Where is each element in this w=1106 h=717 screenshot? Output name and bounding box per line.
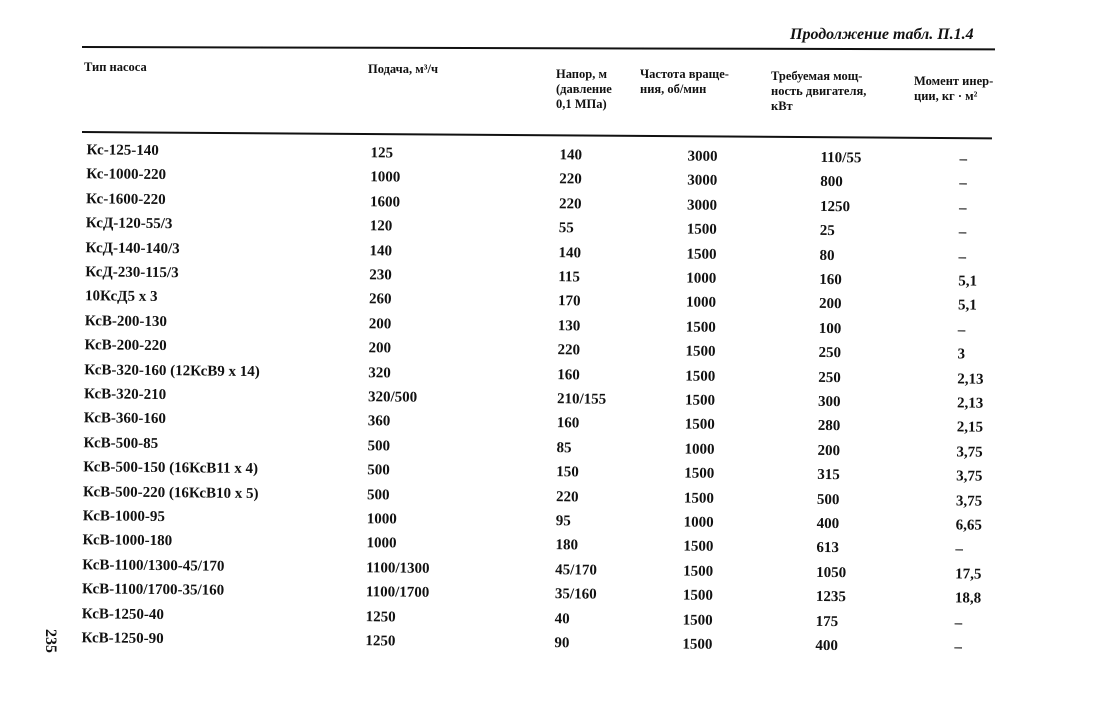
table-cell: КсВ-200-130 — [84, 313, 168, 330]
table-cell: – — [955, 541, 964, 558]
table-cell: 5,1 — [957, 297, 977, 314]
table-cell: КсВ-320-210 — [83, 386, 167, 404]
table-cell: 220 — [557, 342, 581, 359]
column-header-line: Напор, м — [556, 67, 607, 81]
column-header-line: (давление — [556, 82, 612, 96]
table-cell: КсВ-1250-90 — [81, 630, 164, 648]
table-cell: 320/500 — [367, 389, 418, 406]
table-cell: – — [958, 224, 967, 241]
table-cell: 170 — [557, 293, 581, 310]
table-cell: 160 — [819, 271, 842, 289]
table-cell: 5,1 — [958, 273, 978, 290]
table-cell: 85 — [556, 439, 572, 457]
table-cell: 200 — [368, 316, 392, 333]
table-cell: КсВ-500-150 (16КсВ11 х 4) — [83, 459, 259, 478]
table-cell: КсВ-360-160 — [83, 410, 167, 428]
table-cell: 500 — [816, 491, 840, 508]
table-cell: 1500 — [686, 221, 717, 239]
column-header-line: ции, кг · м² — [914, 89, 978, 103]
table-cell: 1600 — [369, 194, 401, 211]
table-cell: 125 — [370, 145, 394, 162]
table-cell: 300 — [817, 393, 841, 411]
table-cell: 280 — [817, 418, 841, 435]
table-cell: КсВ-1250-40 — [81, 605, 164, 623]
table-cell: 1500 — [683, 563, 714, 580]
table-cell: 1500 — [684, 392, 716, 409]
table-cell: – — [959, 175, 967, 192]
table-cell: 220 — [555, 488, 579, 506]
table-cell: 95 — [555, 513, 571, 530]
table-cell: 2,13 — [957, 370, 984, 388]
table-cell: 180 — [555, 537, 579, 554]
column-header-line: ность двигателя, — [771, 84, 867, 98]
table-cell: 90 — [554, 635, 570, 652]
table-cell: 1000 — [685, 294, 717, 312]
table-cell: – — [957, 322, 966, 339]
table-cell: 1500 — [683, 490, 715, 507]
table-cell: 1250 — [365, 633, 396, 650]
table-cell: 1500 — [686, 246, 717, 263]
table-cell: 40 — [554, 610, 570, 627]
column-header-line: Подача, м³/ч — [368, 62, 439, 76]
table-cell: 1000 — [366, 535, 397, 552]
table-cell: – — [954, 639, 963, 656]
page-number: 235 — [42, 629, 59, 653]
table-cell: 220 — [559, 171, 582, 188]
table-cell: 400 — [816, 515, 840, 533]
table-cell: 2,13 — [956, 395, 984, 412]
table-cell: КсВ-500-85 — [83, 435, 159, 452]
table-cell: 160 — [557, 366, 580, 384]
table-cell: 200 — [368, 340, 392, 357]
table-cell: 1500 — [684, 416, 715, 434]
table-cell: 17,5 — [955, 566, 982, 583]
table-cell: 1000 — [370, 169, 401, 186]
table-cell: 1050 — [816, 564, 847, 582]
table-cell: 140 — [558, 244, 582, 262]
table-cell: Кс-125-140 — [86, 142, 159, 159]
table-cell: 1100/1700 — [365, 584, 430, 602]
table-cell: 1000 — [686, 270, 717, 287]
table-cell: 175 — [815, 613, 839, 630]
table-cell: 1500 — [682, 612, 713, 629]
table-cell: – — [954, 614, 963, 632]
table-cell: 230 — [369, 267, 392, 284]
table-cell: 130 — [557, 317, 581, 335]
table-cell: КсВ-500-220 (16КсВ10 х 5) — [82, 483, 259, 502]
table-cell: 250 — [818, 345, 842, 362]
table-cell: КсВ-200-220 — [84, 337, 167, 355]
table-cell: 115 — [558, 269, 581, 286]
table-cell: 200 — [817, 442, 841, 459]
column-header-line: ния, об/мин — [640, 82, 707, 96]
table-cell: 160 — [556, 415, 580, 432]
table-cell: 1235 — [815, 589, 847, 606]
table-cell: 260 — [368, 291, 392, 308]
table-cell: 1500 — [685, 319, 716, 336]
table-cell: КсВ-1000-95 — [82, 508, 165, 526]
table-cell: 1250 — [365, 608, 396, 626]
table-cell: 18,8 — [954, 590, 982, 607]
table-cell: 800 — [820, 174, 843, 191]
table-cell: 100 — [818, 320, 842, 337]
table-cell: 3,75 — [956, 468, 983, 485]
table-cell: Кс-1600-220 — [85, 191, 166, 208]
table-cell: КсВ-1100/1300-45/170 — [82, 557, 225, 575]
table-cell: 110/55 — [820, 149, 862, 167]
table-cell: – — [958, 248, 967, 266]
table-cell: 3000 — [687, 148, 718, 165]
table-cell: 500 — [367, 437, 391, 455]
table-cell: 220 — [558, 195, 582, 213]
table-cell: 1100/1300 — [366, 559, 430, 577]
table-cell: КсВ-1100/1700-35/160 — [81, 581, 225, 599]
column-header-line: кВт — [771, 99, 793, 113]
table-cell: 1500 — [685, 343, 716, 361]
table-cell: 120 — [369, 218, 393, 235]
table-cell: 1000 — [683, 514, 714, 531]
table-cell: – — [958, 200, 967, 217]
table-cell: 320 — [368, 364, 391, 382]
table-cell: КсД-120-55/3 — [85, 215, 173, 233]
table-cell: 1500 — [682, 587, 714, 605]
table-cell: – — [959, 151, 968, 168]
table-cell: Кс-1000-220 — [86, 166, 167, 184]
table-cell: 3,75 — [955, 492, 983, 510]
table-cell: 3000 — [686, 197, 718, 214]
table-cell: КсД-230-115/3 — [85, 264, 179, 282]
table-cell: 400 — [815, 637, 839, 655]
table-cell: 360 — [367, 413, 391, 430]
table-cell: 3 — [957, 346, 966, 363]
table-cell: 250 — [818, 369, 841, 386]
table-cell: 500 — [366, 486, 390, 504]
table-cell: КсД-140-140/3 — [85, 239, 180, 257]
table-cell: 1500 — [683, 538, 714, 556]
table-cell: 150 — [556, 464, 579, 481]
column-header-line: Тип насоса — [84, 60, 147, 74]
table-cell: КсВ-1000-180 — [82, 532, 173, 550]
table-cell: 1000 — [366, 511, 397, 528]
table-cell: 1500 — [685, 368, 716, 385]
table-cell: 315 — [817, 467, 840, 484]
table-cell: 1250 — [819, 198, 851, 216]
table-cell: 25 — [819, 223, 835, 240]
table-cell: 35/160 — [554, 586, 597, 603]
table-cell: 55 — [558, 220, 574, 237]
table-cell: 1500 — [684, 465, 715, 483]
column-header-line: Момент инер- — [914, 74, 994, 88]
column-header-line: Частота враще- — [640, 67, 729, 81]
table-cell: 1000 — [684, 441, 715, 458]
table-cell: 200 — [818, 296, 842, 313]
column-header-line: 0,1 МПа) — [556, 97, 607, 111]
column-header-line: Требуемая мощ- — [771, 69, 863, 83]
table-cell: 1500 — [682, 636, 713, 653]
table-cell: КсВ-320-160 (12КсВ9 х 14) — [84, 361, 260, 380]
table-cell: 500 — [367, 462, 390, 479]
table-cell: 6,65 — [955, 517, 983, 534]
table-caption: Продолжение табл. П.1.4 — [790, 26, 974, 43]
table-cell: 210/155 — [556, 391, 607, 408]
table-cell: 2,15 — [956, 419, 984, 437]
table-cell: 10КсД5 х 3 — [84, 288, 158, 306]
table-cell: 3,75 — [956, 444, 983, 461]
table-cell: 140 — [369, 242, 393, 260]
table-cell: 45/170 — [555, 561, 597, 579]
table-cell: 613 — [816, 540, 840, 557]
table-cell: 3000 — [687, 172, 718, 190]
table-cell: 140 — [559, 147, 583, 164]
table-cell: 80 — [819, 247, 835, 264]
